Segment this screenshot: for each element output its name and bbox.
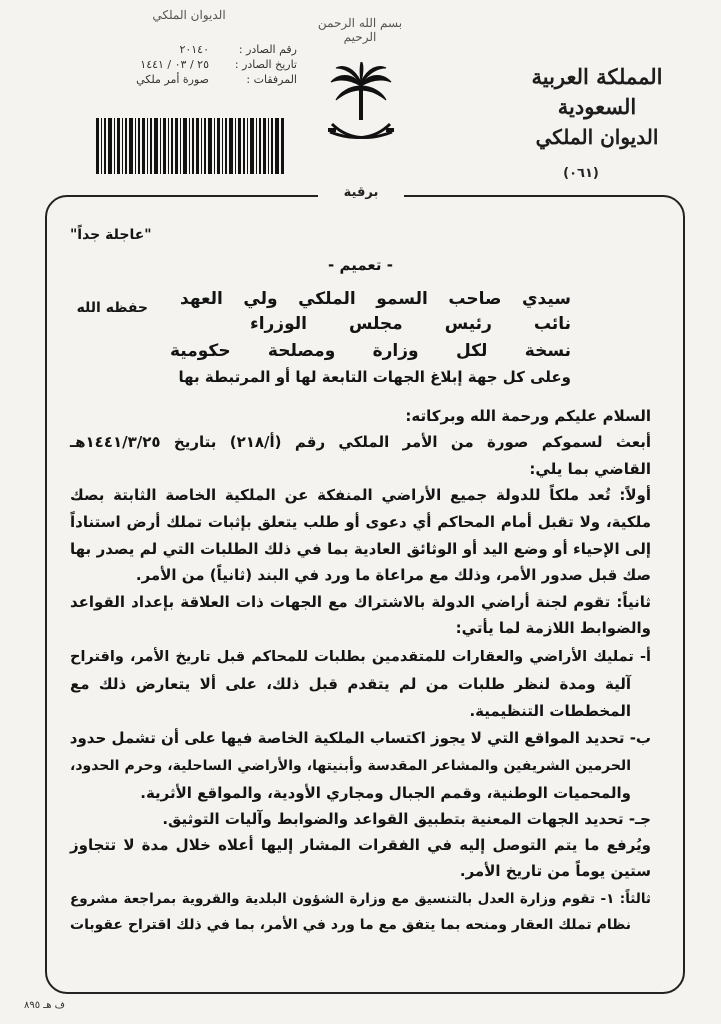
body-line: إلى الإحياء أو وضع اليد أو الوثائق العادية بما في ذلك الطلبات التي لم يصدر بها xyxy=(70,540,651,558)
honorific: حفظه الله xyxy=(76,300,148,316)
issue-info xyxy=(92,42,297,87)
issue-number-row xyxy=(92,42,297,57)
kingdom-name: المملكة العربية السعودية xyxy=(531,64,663,119)
body-line: ثانياً: تقوم لجنة أراضي الدولة بالاشتراك مع الجهات ذات العلاقة بإعداد القواعد xyxy=(70,593,651,611)
issue-date-row xyxy=(92,57,297,72)
body-line: القاضي بما يلي: xyxy=(529,460,651,478)
addressee-line: سيدي صاحب السمو الملكي ولي العهد xyxy=(180,289,571,309)
attachments-label: المرفقات : xyxy=(246,73,297,86)
urgent-stamp: "عاجلة جداً" xyxy=(70,227,152,243)
addressee-line: نسخة لكل وزارة ومصلحة حكومية xyxy=(170,341,571,361)
kingdom-title xyxy=(497,62,697,152)
body-line: المخططات التنظيمية. xyxy=(469,702,631,720)
addressee-line: نائب رئيس مجلس الوزراء xyxy=(250,314,571,334)
body-line: أبعث لسموكم صورة من الأمر الملكي رقم (أ/٢١٨) بتاريخ ١٤٤١/٣/٢٥هـ xyxy=(70,433,652,451)
diwan-name: الديوان الملكي xyxy=(535,125,659,149)
body-line: أ- تمليك الأراضي والعقارات للمتقدمين بطلبات للمحاكم قبل تاريخ الأمر، واقتراح xyxy=(70,649,651,665)
body-line: السلام عليكم ورحمة الله وبركاته: xyxy=(405,407,651,425)
body-line: ملكية، ولا تقبل أمام المحاكم أي دعوى أو طلب يتعلق بإثبات تملك أرض استناداً xyxy=(70,513,651,531)
top-diwan-label: الديوان الملكي xyxy=(152,8,226,22)
body-line: أولاً: تُعد ملكاً للدولة جميع الأراضي المنفكة عن الملكية الخاصة الثابتة بصك xyxy=(70,486,651,504)
issue-date-label: تاريخ الصادر : xyxy=(234,58,297,71)
body-line: والمحميات الوطنية، وقمم الجبال ومجاري الأودية، والمواقع الأثرية. xyxy=(140,784,631,802)
basmala: بسم الله الرحمن الرحيم xyxy=(317,16,403,44)
issue-date: ٢٥ / ٠٣ / ١٤٤١ xyxy=(140,58,209,71)
attachments: صورة أمر ملكي xyxy=(136,73,209,86)
issue-number: ٢٠١٤٠ xyxy=(179,43,209,56)
addressee-line: وعلى كل جهة إبلاغ الجهات التابعة لها أو المرتبطة بها xyxy=(178,368,571,386)
telegram-label: برقية xyxy=(318,180,404,206)
body-line: صك قبل صدور الأمر، وذلك مع مراعاة ما ورد في البند (ثانياً) من الأمر. xyxy=(135,566,651,584)
circular-heading: - تعميم - xyxy=(328,256,393,274)
palm-swords-emblem-icon xyxy=(326,62,396,152)
body-line: جـ- تحديد الجهات المعنية بتطبيق القواعد والضوابط وآليات التوثيق. xyxy=(162,810,651,828)
issue-number-label: رقم الصادر : xyxy=(238,43,297,56)
body-line: ويُرفع ما يتم التوصل إليه في الفقرات المشار إليها أعلاه خلال مدة لا تتجاوز xyxy=(70,836,651,854)
body-line: ب- تحديد المواقع التي لا يجوز اكتساب الملكية الخاصة فيها على أن تشمل حدود xyxy=(69,729,651,747)
body-line: نظام تملك العقار ومنحه بما يتفق مع ما ورد في الأمر، بما في ذلك اقتراح عقوبات xyxy=(70,917,631,933)
attachments-row xyxy=(92,72,297,87)
barcode xyxy=(96,118,284,174)
body-line: ثالثاً: ١- تقوم وزارة العدل بالتنسيق مع وزارة الشؤون البلدية والقروية بمراجعة مشروع xyxy=(70,891,651,907)
form-number: (٠٦١) xyxy=(563,166,599,181)
body-line: الحرمين الشريفين والمشاعر المقدسة وأبنيتها، والأراضي الساحلية، وحرم الحدود، xyxy=(70,758,631,774)
body-line: والضوابط اللازمة لما يأتي: xyxy=(455,619,651,637)
body-line: ستين يوماً من تاريخ الأمر. xyxy=(459,862,651,880)
body-line: آلية ومدة لنظر طلبات من لم يتقدم قبل ذلك، على ألا يتعارض ذلك مع xyxy=(70,675,631,693)
footer-code: ف هـ ٨٩٥ xyxy=(24,1000,66,1011)
